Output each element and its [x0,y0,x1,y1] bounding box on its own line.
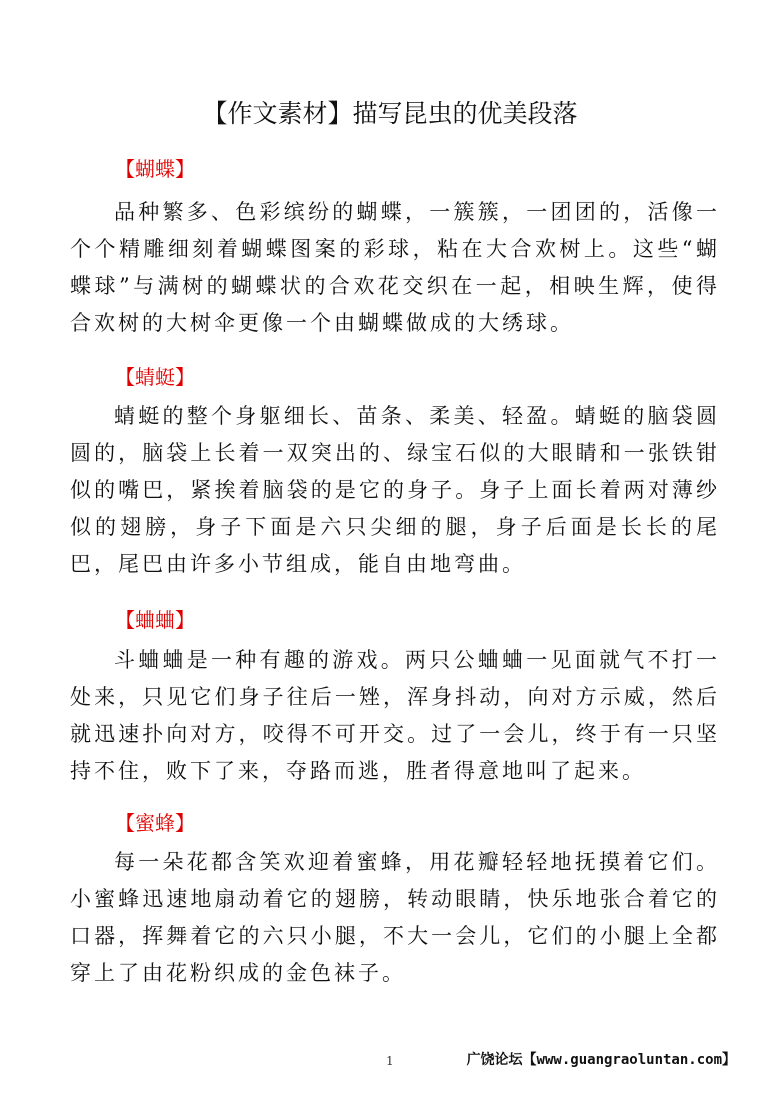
section-paragraph: 斗蛐蛐是一种有趣的游戏。两只公蛐蛐一见面就气不打一处来，只见它们身子往后一矬，浑身抖动，向对方示威，然后就迅速扑向对方，咬得不可开交。过了一会儿，终于有一只坚持不住，败下了来，夺路而逃，胜者得意地叫了起来。 [70,648,720,783]
section-heading: 【蛐蛐】 [115,608,195,632]
section-heading: 【蜜蜂】 [115,811,195,835]
page-number: 1 [386,1054,394,1068]
footer-brand-link[interactable]: 广饶论坛【www.guangraoluntan.com】 [466,1052,736,1068]
section-paragraph: 蜻蜓的整个身躯细长、苗条、柔美、轻盈。蜻蜓的脑袋圆圆的，脑袋上长着一双突出的、绿宝石似的大眼睛和一张铁钳似的嘴巴，紧挨着脑袋的是它的身子。身子上面长着两对薄纱似的翅膀，身子下面是六只尖细的腿，身子后面是长长的尾巴，尾巴由许多小节组成，能自由地弯曲。 [70,404,720,576]
section-paragraph: 品种繁多、色彩缤纷的蝴蝶，一簇簇，一团团的，活像一个个精雕细刻着蝴蝶图案的彩球，粘在大合欢树上。这些“蝴蝶球”与满树的蝴蝶状的合欢花交织在一起，相映生辉，使得合欢树的大树伞更像一个由蝴蝶做成的大绣球。 [70,200,720,335]
section-paragraph: 每一朵花都含笑欢迎着蜜蜂，用花瓣轻轻地抚摸着它们。小蜜蜂迅速地扇动着它的翅膀，转动眼睛，快乐地张合着它的口器，挥舞着它的六只小腿，不大一会儿，它们的小腿上全都穿上了由花粉织成的金色袜子。 [70,850,720,985]
section-heading: 【蜻蜓】 [115,365,195,389]
document-title: 【作文素材】描写昆虫的优美段落 [202,99,578,128]
section-heading: 【蝴蝶】 [115,157,195,181]
